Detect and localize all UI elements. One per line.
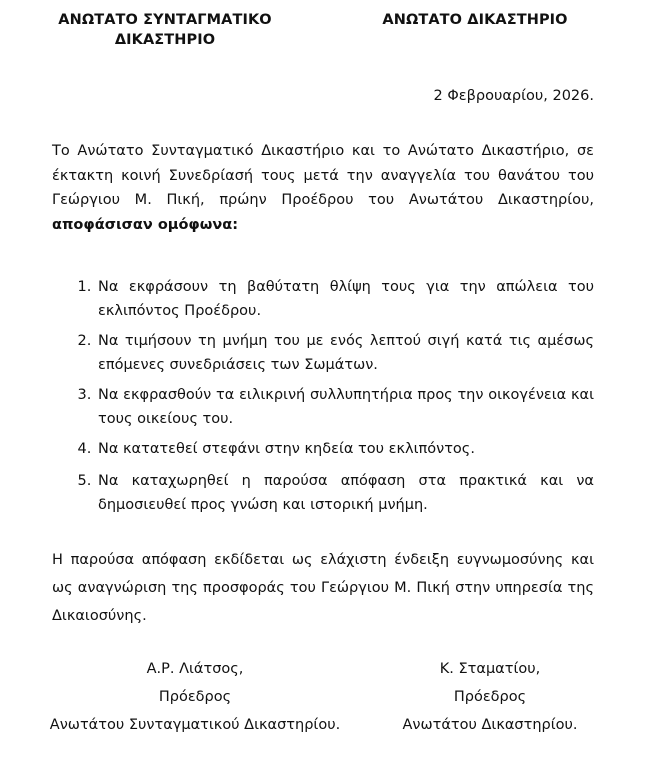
signature-left-title: Πρόεδρος	[158, 689, 232, 705]
resolution-item: 3. Να εκφρασθούν τα ειλικρινή συλλυπητήρια προς την οικογένεια και τους οικείους του.	[96, 383, 594, 431]
header-left-line1: ΑΝΩΤΑΤΟ ΣΥΝΤΑΓΜΑΤΙΚΟ	[58, 12, 272, 28]
signature-left-court: Ανωτάτου Συνταγματικού Δικαστηρίου.	[49, 717, 341, 733]
resolution-item: 1. Να εκφράσουν τη βαθύτατη θλίψη τους για την απώλεια του εκλιπόντος Προέδρου.	[96, 275, 594, 323]
header-right-court: ΑΝΩΤΑΤΟ ΔΙΚΑΣΤΗΡΙΟ	[382, 12, 568, 28]
intro-text: Το Ανώτατο Συνταγματικό Δικαστήριο και το Ανώτατο Δικαστήριο, σε έκτακτη κοινή Συνεδρίασή τους μετά την αναγγελία του θανάτου του Γεώργιου Μ. Πική, πρώην Προέδρου του Ανωτάτου Δικαστηρίου,	[52, 143, 594, 208]
resolution-item: 5. Να καταχωρηθεί η παρούσα απόφαση στα πρακτικά και να δημοσιευθεί προς γνώση και ιστορική μνήμη.	[96, 469, 594, 517]
signature-left	[40, 655, 350, 739]
closing-paragraph: Η παρούσα απόφαση εκδίδεται ως ελάχιστη ένδειξη ευγνωμοσύνης και ως αναγνώριση της προσφοράς του Γεώργιου Μ. Πική στην υπηρεσία της Δικαιοσύνης.	[52, 552, 594, 624]
intro-paragraph	[52, 139, 594, 237]
document-date: 2 Φεβρουαρίου, 2026.	[433, 88, 594, 104]
decision-phrase: αποφάσισαν ομόφωνα:	[52, 216, 238, 233]
signature-right-name: Κ. Σταματίου,	[439, 661, 541, 677]
resolution-list	[52, 275, 594, 523]
signature-right-court: Ανωτάτου Δικαστηρίου.	[402, 717, 578, 733]
signature-right-title: Πρόεδρος	[453, 689, 527, 705]
resolution-item: 4. Να κατατεθεί στεφάνι στην κηδεία του εκλιπόντος.	[96, 437, 594, 461]
signature-right	[390, 655, 590, 739]
header-left-court	[40, 10, 290, 50]
header-left-line2: ΔΙΚΑΣΤΗΡΙΟ	[114, 32, 216, 48]
signature-left-name: Α.Ρ. Λιάτσος,	[146, 661, 244, 677]
resolution-item: 2. Να τιμήσουν τη μνήμη του με ενός λεπτού σιγή κατά τις αμέσως επόμενες συνεδριάσεις των Σωμάτων.	[96, 329, 594, 377]
